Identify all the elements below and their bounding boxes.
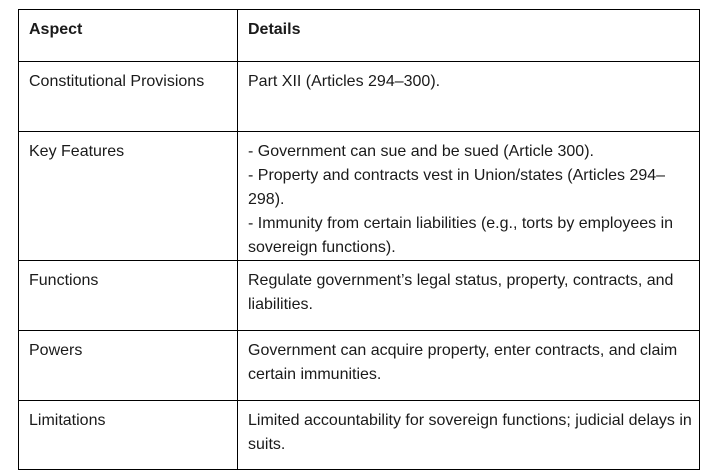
details-cell [238, 261, 700, 331]
aspect-cell: Limitations [19, 401, 238, 470]
aspect-details-table [18, 9, 700, 470]
details-line: - Property and contracts vest in Union/states (Articles 294–298). [248, 167, 666, 208]
table-row [19, 401, 700, 470]
table-row [19, 261, 700, 331]
aspect-cell: Constitutional Provisions [19, 62, 238, 132]
details-line: Limited accountability for sovereign functions; judicial delays in suits. [248, 412, 692, 453]
aspect-cell: Powers [19, 331, 238, 401]
table-header-row [19, 10, 700, 62]
header-aspect: Aspect [19, 10, 238, 62]
table-row [19, 62, 700, 132]
details-cell [238, 132, 700, 261]
details-cell [238, 331, 700, 401]
details-line: Part XII (Articles 294–300). [248, 73, 441, 90]
table-row [19, 132, 700, 261]
details-cell [238, 401, 700, 470]
details-cell [238, 62, 700, 132]
details-line: - Immunity from certain liabilities (e.g., torts by employees in sovereign functions). [248, 215, 674, 256]
details-line: - Government can sue and be sued (Article 300). [248, 143, 594, 160]
details-line: Regulate government’s legal status, property, contracts, and liabilities. [248, 272, 674, 313]
aspect-cell: Functions [19, 261, 238, 331]
aspect-cell: Key Features [19, 132, 238, 261]
table-row [19, 331, 700, 401]
header-details: Details [238, 10, 700, 62]
details-line: Government can acquire property, enter contracts, and claim certain immunities. [248, 342, 678, 383]
